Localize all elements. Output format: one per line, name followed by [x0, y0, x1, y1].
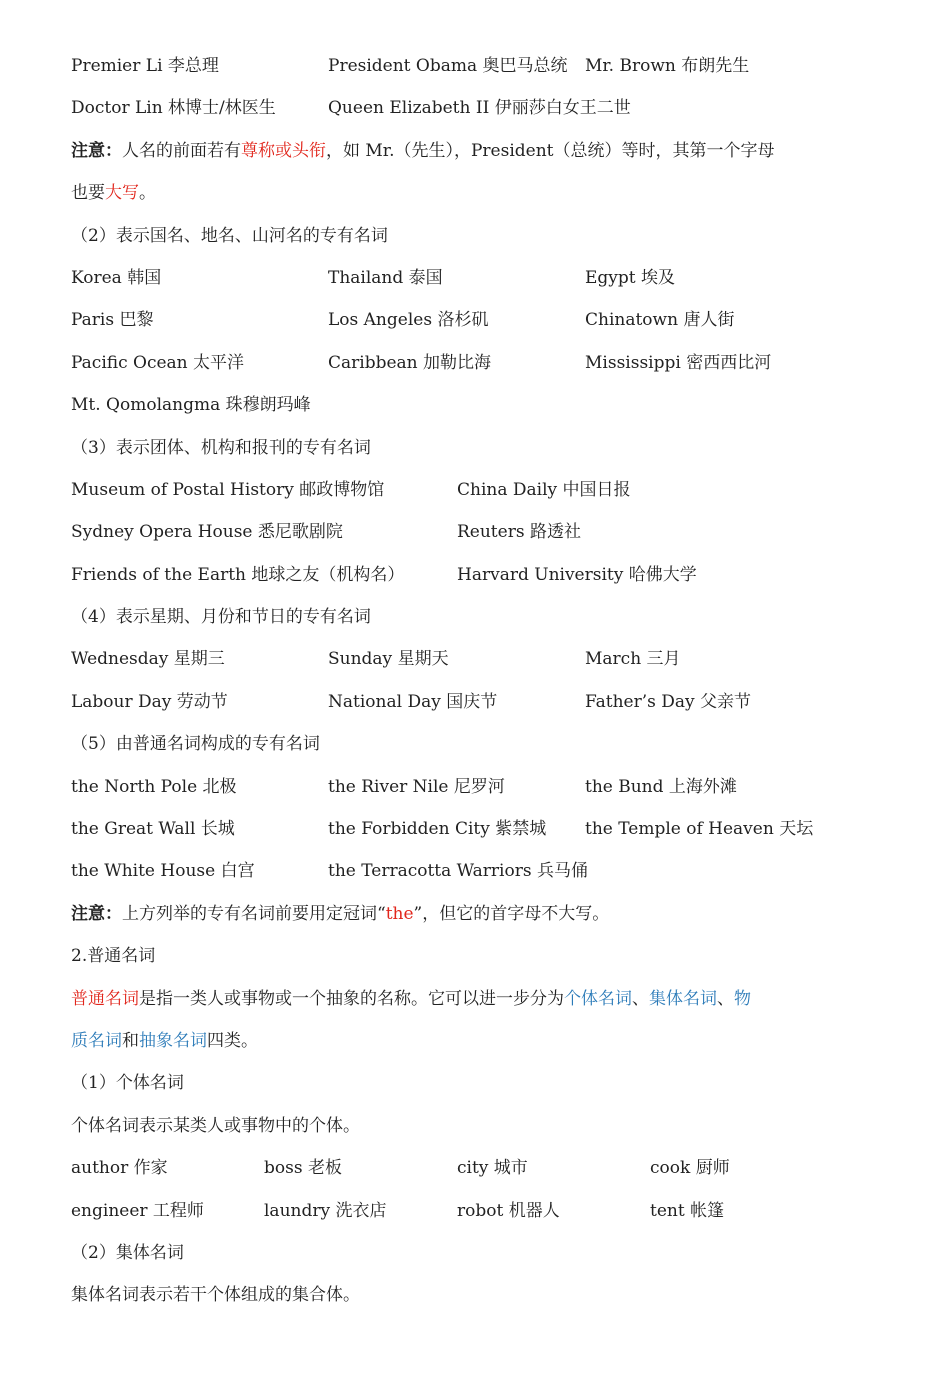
common-noun-definition	[71, 978, 871, 1020]
definition-text: 四类。	[207, 1030, 258, 1051]
entry: Caribbean 加勒比海	[328, 352, 492, 373]
entry: author 作家	[71, 1158, 168, 1179]
entry: Doctor Lin 林博士/林医生	[71, 98, 276, 119]
note-text: 也要	[71, 183, 105, 204]
entries-row	[71, 511, 871, 553]
entry: Harvard University 哈佛大学	[457, 564, 697, 585]
note-text: ”，但它的首字母不大写。	[413, 903, 610, 924]
section-description: 集体名词表示若干个体组成的集合体。	[71, 1285, 360, 1306]
separator: 、	[632, 988, 649, 1009]
note-text: 。	[139, 183, 156, 204]
entries-row	[71, 638, 871, 680]
entry: the White House 白宫	[71, 861, 255, 882]
section-description: 个体名词表示某类人或事物中的个体。	[71, 1115, 360, 1136]
entry: Sunday 星期天	[328, 649, 449, 670]
separator: 、	[717, 988, 734, 1009]
highlight-term: the	[385, 903, 414, 924]
section-heading: （2）集体名词	[71, 1242, 184, 1263]
highlight-term: 尊称或头衔	[241, 140, 326, 161]
entries-row	[71, 1190, 871, 1232]
entry: cook 厨师	[650, 1158, 730, 1179]
entries-row	[71, 469, 871, 511]
category-term: 质名词	[71, 1030, 122, 1051]
note-label: 注意：	[71, 903, 122, 924]
entries-row	[71, 808, 871, 850]
entries-row	[71, 850, 871, 892]
entry: Korea 韩国	[71, 267, 162, 288]
entry: Father’s Day 父亲节	[585, 691, 752, 712]
entry: Pacific Ocean 太平洋	[71, 352, 245, 373]
entry: robot 机器人	[457, 1200, 560, 1221]
definition-text: 是指一类人或事物或一个抽象的名称。它可以进一步分为	[139, 988, 564, 1009]
document-page	[71, 45, 871, 1317]
definition-text: 和	[122, 1030, 139, 1051]
section-heading: （2）表示国名、地名、山河名的专有名词	[71, 225, 388, 246]
common-noun-definition-cont	[71, 1020, 871, 1062]
entry: Wednesday 星期三	[71, 649, 225, 670]
section-heading: （3）表示团体、机构和报刊的专有名词	[71, 437, 371, 458]
note-label: 注意：	[71, 140, 122, 161]
note-capitalization-cont	[71, 172, 871, 214]
entry: March 三月	[585, 649, 681, 670]
entry: Labour Day 劳动节	[71, 691, 228, 712]
entries-row	[71, 299, 871, 341]
entry: the Temple of Heaven 天坛	[585, 819, 814, 840]
entry: Reuters 路透社	[457, 522, 581, 543]
entry: the Terracotta Warriors 兵马俑	[328, 861, 588, 882]
entry: city 城市	[457, 1158, 528, 1179]
entry: Queen Elizabeth II 伊丽莎白女王二世	[328, 98, 631, 119]
entry: Mr. Brown 布朗先生	[585, 56, 750, 76]
entries-row	[71, 681, 871, 723]
note-text: 人名的前面若有	[122, 140, 241, 161]
entry: Paris 巴黎	[71, 310, 154, 331]
section-title: 2.普通名词	[71, 946, 156, 967]
entries-row	[71, 766, 871, 808]
entry: engineer 工程师	[71, 1200, 204, 1221]
entry: Sydney Opera House 悉尼歌剧院	[71, 522, 343, 543]
section-heading: （1）个体名词	[71, 1073, 184, 1094]
entries-row	[71, 554, 871, 596]
entry: tent 帐篷	[650, 1200, 725, 1221]
category-term: 抽象名词	[139, 1030, 207, 1051]
entry: President Obama 奥巴马总统	[328, 56, 568, 76]
entry: boss 老板	[264, 1158, 342, 1179]
entries-row	[71, 342, 871, 384]
entry: Museum of Postal History 邮政博物馆	[71, 479, 385, 500]
highlight-term: 普通名词	[71, 988, 139, 1009]
entry: Egypt 埃及	[585, 267, 676, 288]
entry: the Forbidden City 紫禁城	[328, 819, 547, 840]
entry: National Day 国庆节	[328, 691, 498, 712]
note-text: ，如 Mr.（先生），President（总统）等时，其第一个字母	[326, 140, 775, 161]
entry: Chinatown 唐人街	[585, 310, 735, 331]
note-capitalization	[71, 130, 871, 172]
entry: Mt. Qomolangma 珠穆朗玛峰	[71, 395, 311, 416]
entry: China Daily 中国日报	[457, 479, 631, 500]
entries-row	[71, 257, 871, 299]
entries-row	[71, 1147, 871, 1189]
category-term: 物	[734, 988, 751, 1009]
entry: Premier Li 李总理	[71, 56, 219, 76]
section-heading: （5）由普通名词构成的专有名词	[71, 734, 320, 755]
entry: the North Pole 北极	[71, 776, 237, 797]
category-term: 个体名词	[564, 988, 632, 1009]
section-heading: （4）表示星期、月份和节日的专有名词	[71, 607, 371, 628]
entry: the Bund 上海外滩	[585, 776, 737, 797]
entry: laundry 洗衣店	[264, 1200, 387, 1221]
note-text: 上方列举的专有名词前要用定冠词“	[122, 903, 386, 924]
note-article	[71, 893, 871, 935]
entry: Mississippi 密西西比河	[585, 352, 772, 373]
entry: the River Nile 尼罗河	[328, 776, 505, 797]
titles-row	[71, 87, 871, 129]
titles-row	[71, 45, 871, 87]
highlight-term: 大写	[105, 183, 139, 204]
entry: the Great Wall 长城	[71, 819, 235, 840]
entry: Friends of the Earth 地球之友（机构名）	[71, 564, 405, 585]
entry: Thailand 泰国	[328, 267, 443, 288]
entry: Los Angeles 洛杉矶	[328, 310, 489, 331]
category-term: 集体名词	[649, 988, 717, 1009]
